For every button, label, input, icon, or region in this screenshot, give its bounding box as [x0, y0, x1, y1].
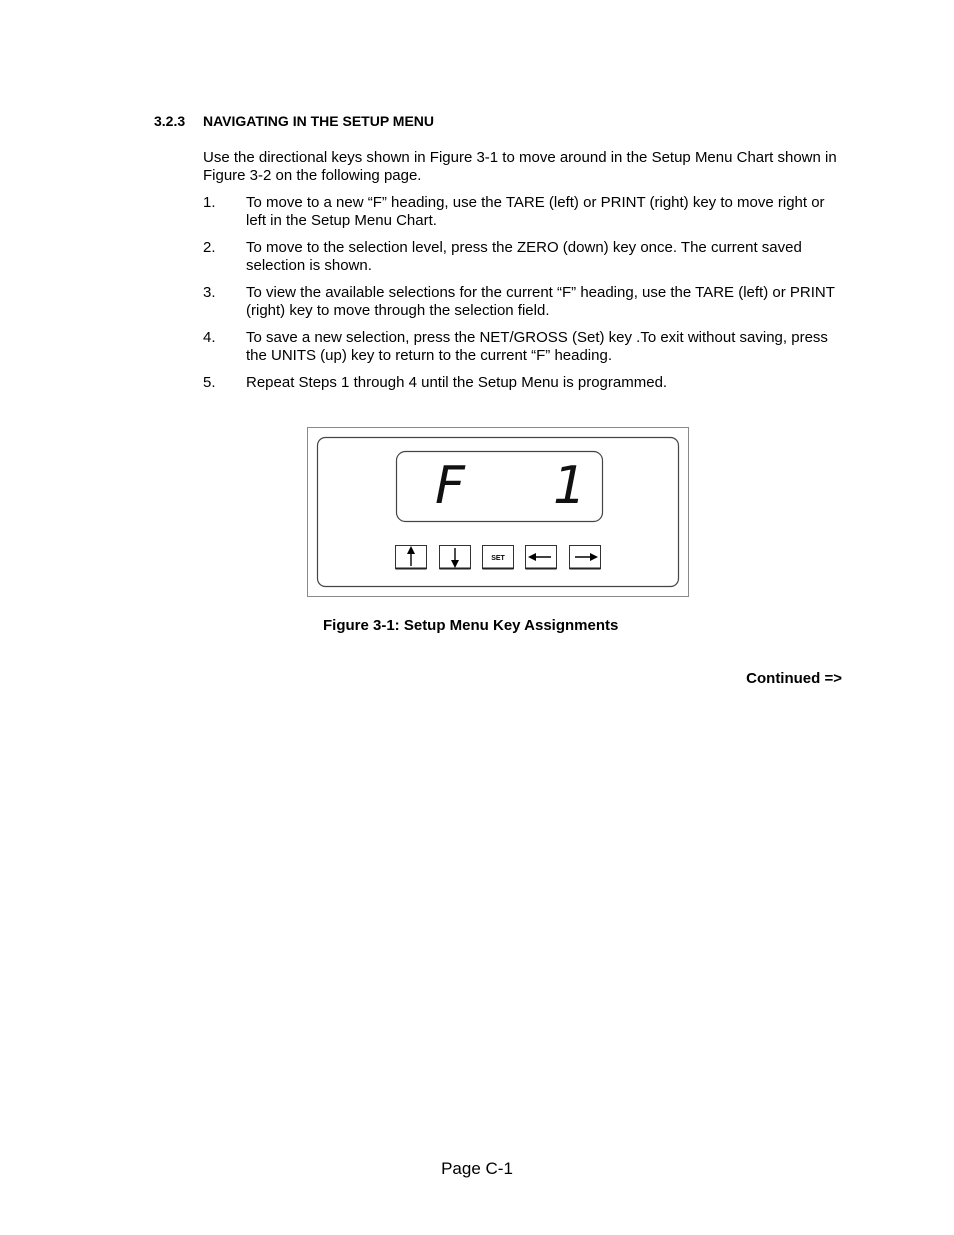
intro-paragraph: Use the directional keys shown in Figure 3-1 to move around in the Setup Menu Chart shown in Figure 3-2 on the following page. [203, 149, 837, 184]
down-key[interactable] [440, 546, 471, 569]
continued-label: Continued => [746, 670, 842, 687]
indicator-front-panel-figure [307, 427, 689, 597]
set-key[interactable] [483, 546, 514, 569]
display-right-character: 1 [553, 456, 587, 516]
up-key[interactable] [396, 546, 427, 569]
section-title: NAVIGATING IN THE SETUP MENU [203, 113, 435, 129]
list-item [203, 239, 843, 275]
set-key-label: SET [491, 555, 505, 562]
step-text: Repeat Steps 1 through 4 until the Setup Menu is programmed. [246, 374, 668, 391]
step-text: To view the available selections for the current “F” heading, use the TARE (left) or PRINT (right) key to move through the selection field. [246, 284, 835, 319]
step-number: 1. [203, 194, 216, 211]
list-item [203, 329, 843, 365]
right-key[interactable] [570, 546, 601, 569]
display-left-character: F [435, 456, 465, 516]
steps-list [203, 194, 843, 401]
indicator-front-panel [307, 427, 689, 597]
step-text: To move to a new “F” heading, use the TARE (left) or PRINT (right) key to move right or left in the Setup Menu Chart. [246, 194, 825, 229]
step-text: To move to the selection level, press the ZERO (down) key once. The current saved selection is shown. [246, 239, 802, 274]
figure-caption: Figure 3-1: Setup Menu Key Assignments [323, 617, 619, 634]
section-number: 3.2.3 [154, 113, 186, 129]
step-number: 3. [203, 284, 216, 301]
step-number: 4. [203, 329, 216, 346]
step-text: To save a new selection, press the NET/GROSS (Set) key .To exit without saving, press the UNITS (up) key to return to the current “F” heading. [246, 329, 828, 364]
step-number: 5. [203, 374, 216, 391]
step-number: 2. [203, 239, 216, 256]
list-item [203, 284, 843, 320]
list-item [203, 374, 843, 392]
page-number: Page C-1 [441, 1159, 513, 1178]
left-key[interactable] [526, 546, 557, 569]
list-item [203, 194, 843, 230]
section-heading [154, 113, 434, 129]
